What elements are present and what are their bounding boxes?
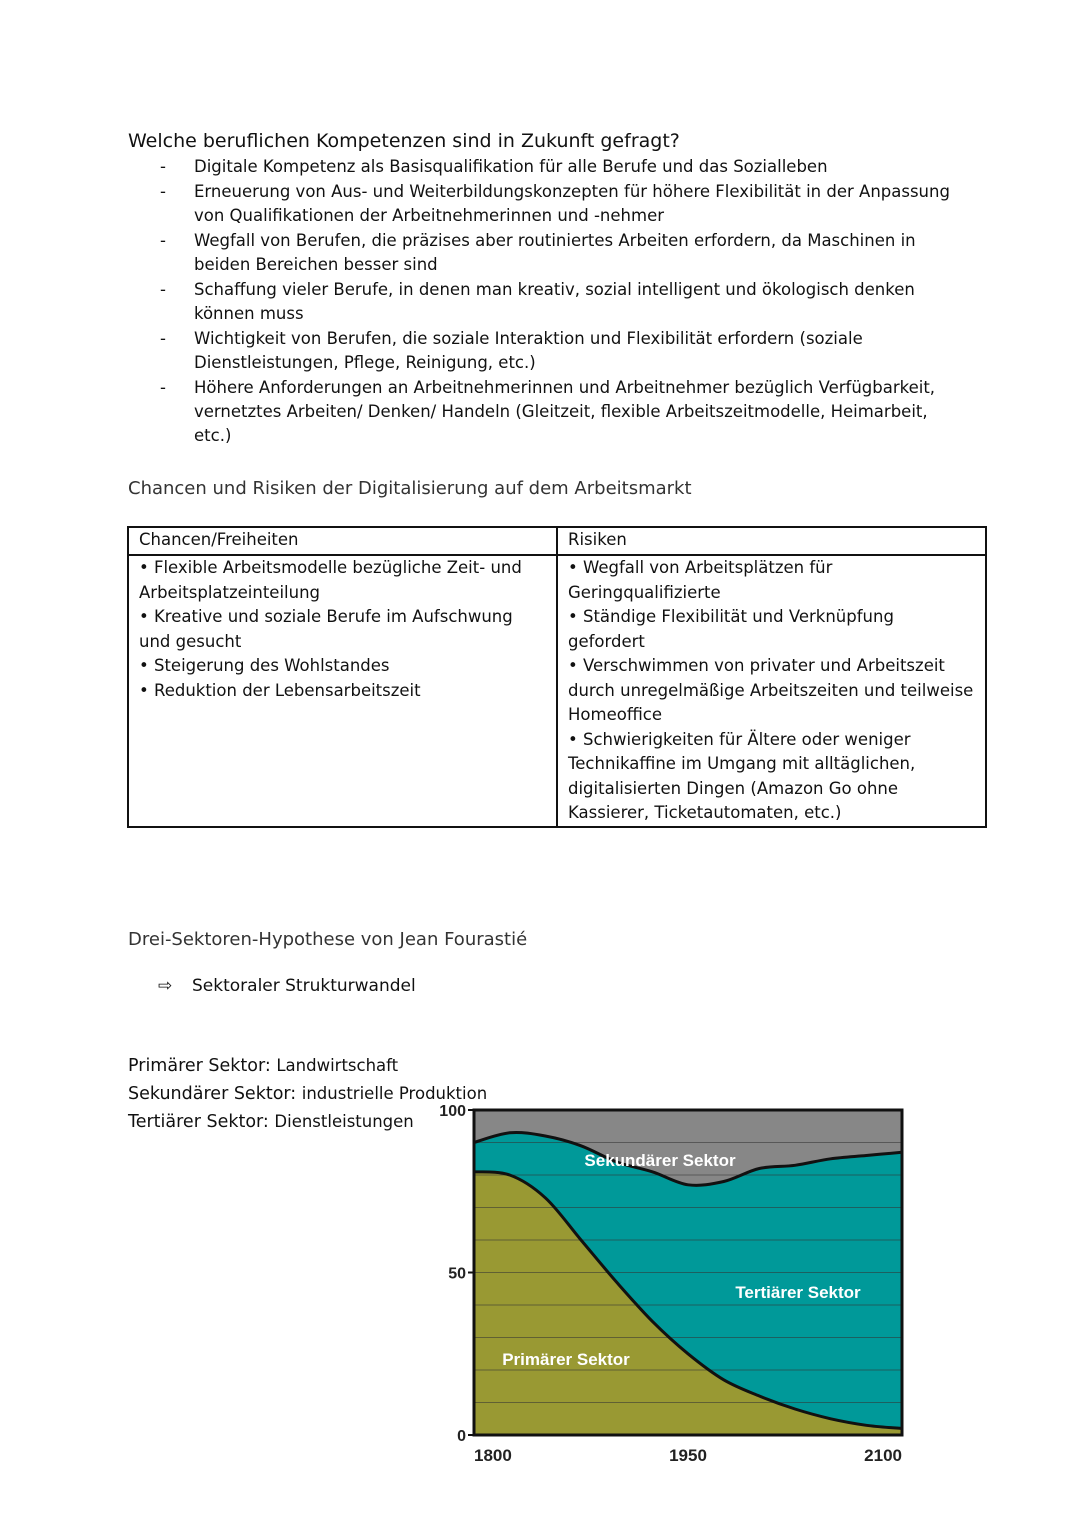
structural-change-line <box>158 976 416 996</box>
primary-sector-label: Primärer Sektor <box>502 1350 630 1369</box>
list-item: - Erneuerung von Aus- und Weiterbildungskonzepten für höhere Flexibilität in der Anpassung von Qualifikationen der Arbeitnehmerinnen und -nehmer <box>128 180 968 228</box>
sector-label: Sekundärer Sektor: <box>128 1084 297 1104</box>
three-sector-chart <box>430 1100 920 1470</box>
list-item: - Schaffung vieler Berufe, in denen man kreativ, sozial intelligent und ökologisch denken können muss <box>128 278 968 326</box>
sector-desc: Landwirtschaft <box>276 1056 399 1075</box>
risks-cell <box>557 555 986 827</box>
risk-item: • Verschwimmen von privater und Arbeitszeit durch unregelmäßige Arbeitszeiten und teilweise Homeoffice <box>568 656 974 724</box>
secondary-sector-label: Sekundärer Sektor <box>584 1151 736 1170</box>
risk-item: • Wegfall von Arbeitsplätzen für Geringqualifizierte <box>568 558 833 602</box>
risks-column-header: Risiken <box>557 527 986 555</box>
x-tick-label: 1800 <box>474 1446 512 1465</box>
list-item: - Höhere Anforderungen an Arbeitnehmerinnen und Arbeitnehmer bezüglich Verfügbarkeit, vernetztes Arbeiten/ Denken/ Handeln (Gleitzeit, flexible Arbeitszeitmodelle, Heimarbeit, etc.) <box>128 376 968 448</box>
sector-label: Tertiärer Sektor: <box>128 1112 269 1132</box>
list-item: - Wegfall von Berufen, die präzises aber routiniertes Arbeiten erfordern, da Maschinen in beiden Bereichen besser sind <box>128 229 968 277</box>
competencies-list <box>128 155 968 449</box>
risk-item: • Ständige Flexibilität und Verknüpfung gefordert <box>568 607 894 651</box>
y-tick-label: 100 <box>439 1103 466 1120</box>
x-tick-label: 1950 <box>669 1446 707 1465</box>
chances-column-header: Chancen/Freiheiten <box>128 527 557 555</box>
y-axis <box>439 1103 474 1445</box>
sector-label: Primärer Sektor: <box>128 1056 271 1076</box>
hypothesis-title: Drei-Sektoren-Hypothese von Jean Fourastié <box>128 929 528 950</box>
chance-item: • Reduktion der Lebensarbeitszeit <box>139 680 421 700</box>
y-tick-label: 0 <box>457 1428 466 1445</box>
competencies-heading: Welche beruflichen Kompetenzen sind in Zukunft gefragt? <box>128 130 680 152</box>
tertiary-sector-label: Tertiärer Sektor <box>735 1283 861 1302</box>
x-axis <box>474 1446 902 1465</box>
sector-primary <box>128 1052 487 1080</box>
right-arrow-icon: ⇨ <box>158 976 173 996</box>
chances-risks-table <box>127 526 987 828</box>
chances-cell <box>128 555 557 827</box>
chances-risks-title: Chancen und Risiken der Digitalisierung auf dem Arbeitsmarkt <box>128 478 692 499</box>
structural-change-text: Sektoraler Strukturwandel <box>192 976 416 996</box>
chance-item: • Kreative und soziale Berufe im Aufschwung und gesucht <box>139 607 513 651</box>
risk-item: • Schwierigkeiten für Ältere oder weniger Technikaffine im Umgang mit alltäglichen, digitalisierten Dingen (Amazon Go ohne Kassierer, Ticketautomaten, etc.) <box>568 729 916 822</box>
chance-item: • Steigerung des Wohlstandes <box>139 656 390 675</box>
y-tick-label: 50 <box>448 1265 466 1283</box>
list-item: - Wichtigkeit von Berufen, die soziale Interaktion und Flexibilität erfordern (soziale Dienstleistungen, Pflege, Reinigung, etc.) <box>128 327 968 375</box>
sector-desc: industrielle Produktion <box>301 1084 488 1103</box>
sector-desc: Dienstleistungen <box>274 1112 414 1131</box>
x-tick-label: 2100 <box>864 1446 902 1465</box>
chance-item: • Flexible Arbeitsmodelle bezügliche Zeit- und Arbeitsplatzeinteilung <box>139 558 522 602</box>
list-item: - Digitale Kompetenz als Basisqualifikation für alle Berufe und das Sozialleben <box>128 155 968 179</box>
